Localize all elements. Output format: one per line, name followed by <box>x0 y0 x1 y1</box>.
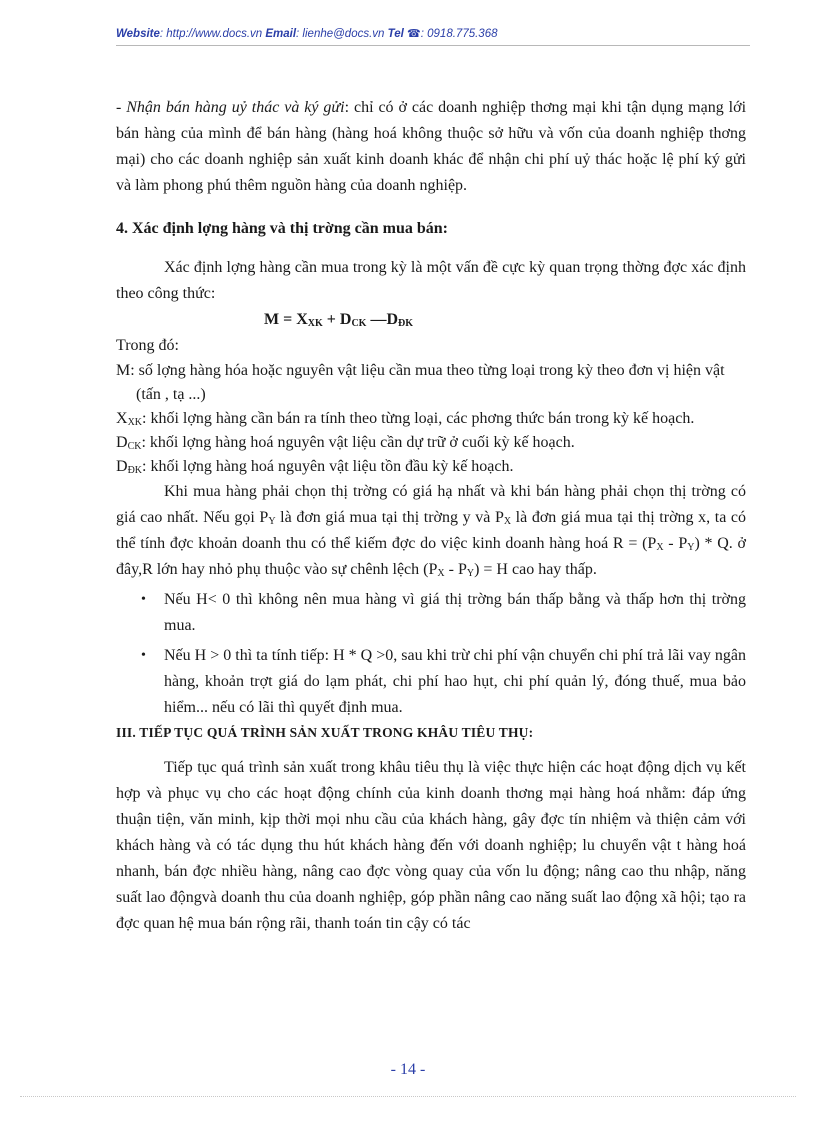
definition-ck: $D_{CK}$: khối lợng hàng hoá nguyên vật liệu cần dự trữ ở cuối kỳ kế hoạch. <box>116 434 575 452</box>
formula: $M = X_{XK} + D_{CK}$ $—D_{ĐK}$ <box>264 311 414 329</box>
header-divider <box>116 45 750 46</box>
section-heading-3: III. TIẾP TỤC QUÁ TRÌNH SẢN XUẤT TRONG KHÂU TIÊU THỤ: <box>116 725 534 740</box>
tel-label: Tel <box>387 28 404 40</box>
section-heading-4: 4. Xác định lợng hàng và thị trờng cần mua bán: <box>116 220 449 237</box>
bullet-icon: • <box>141 592 146 607</box>
list-item: • Nếu H< 0 thì không nên mua hàng vì giá thị trờng bán thấp bằng và thấp hơn thị trờng mua. <box>116 587 746 639</box>
email-label: Email <box>265 28 297 40</box>
tel-value: : 0918.775.368 <box>420 28 498 40</box>
decision-list <box>116 587 746 721</box>
website-value: : http://www.docs.vn <box>159 28 263 40</box>
definition-dk: $D_{ĐK}$: khối lợng hàng hoá nguyên vật liệu tồn đầu kỳ kế hoạch. <box>116 458 514 476</box>
email-value: : lienhe@docs.vn <box>296 28 385 40</box>
definition-m: M: số lợng hàng hóa hoặc nguyên vật liệu cần mua theo từng loại trong kỳ theo đơn vị hiện vật (tấn , tạ ...) <box>116 362 725 403</box>
where-label: Trong đó: <box>116 337 179 354</box>
paragraph-pricing: Khi mua hàng phải chọn thị trờng có giá hạ nhất và khi bán hàng phải chọn thị trờng có giá cao nhất. Nếu gọi $P_Y$ là đơn giá mua tại thị trờng y và $P_X$ là đơn giá mua tại thị trờng x, ta có thể tính đợc khoản doanh thu có thể kiếm đợc do việc kinh doanh hàng hoá $R = (P_X - P_Y) * Q$. ở đây,R lớn hay nhỏ phụ thuộc vào sự chênh lệch $(P_X - P_Y) = H$ cao hay thấp. <box>116 483 747 579</box>
list-item: • Nếu H > 0 thì ta tính tiếp: H * Q >0, sau khi trừ chi phí vận chuyển chi phí trả lãi vay ngân hàng, khoản trợt giá do lạm phát, chi phí hao hụt, chi phí quản lý, đóng thuế, mua bảo hiểm... nếu có lãi thì quyết định mua. <box>116 643 746 721</box>
phone-icon: ☎ <box>407 28 421 40</box>
paragraph-consignment: - Nhận bán hàng uỷ thác và ký gửi: chỉ có ở các doanh nghiệp thơng mại khi tận dụng mạng lới bán hàng của mình để bán hàng (hàng hoá không thuộc sở hữu và vốn của doanh nghiệp thơng mại) cho các doanh nghiệp sản xuất kinh doanh khác để nhận chi phí uỷ thác hoặc lệ phí ký gửi và làm phong phú thêm nguồn hàng của doanh nghiệp. <box>116 99 747 194</box>
paragraph-quantity: Xác định lợng hàng cần mua trong kỳ là một vấn đề cực kỳ quan trọng thờng đợc xác định theo công thức: <box>116 259 746 302</box>
bullet-icon: • <box>141 648 146 663</box>
page-header <box>116 27 750 40</box>
document-body <box>116 95 746 937</box>
footer-divider <box>20 1096 796 1097</box>
page-number: - 14 - <box>390 1061 426 1078</box>
definition-xk: $X_{XK}$: khối lợng hàng cần bán ra tính theo từng loại, các phơng thức bán trong kỳ kế hoạch. <box>116 410 695 428</box>
paragraph-continuation: Tiếp tục quá trình sản xuất trong khâu tiêu thụ là việc thực hiện các hoạt động dịch vụ kết hợp và phục vụ cho các hoạt động chính của kinh doanh thơng mại hàng hoá nhằm: đáp ứng thuận tiện, văn minh, kịp thời mọi nhu cầu của khách hàng, gây đợc tín nhiệm và thiện cảm với khách hàng và có tác dụng thu hút khách hàng đến với doanh nghiệp; lu chuyển vật t hàng hoá nhanh, bán đợc nhiều hàng, nâng cao đợc vòng quay của vốn lu động; nâng cao thu nhập, năng suất lao độngvà doanh thu của doanh nghiệp, góp phần nâng cao năng suất lao động xã hội; tạo ra đợc quan hệ mua bán rộng rãi, thanh toán tin cậy có tác <box>116 759 746 932</box>
paragraph-lead: - Nhận bán hàng uỷ thác và ký gửi <box>116 99 345 116</box>
website-label: Website <box>116 28 160 40</box>
